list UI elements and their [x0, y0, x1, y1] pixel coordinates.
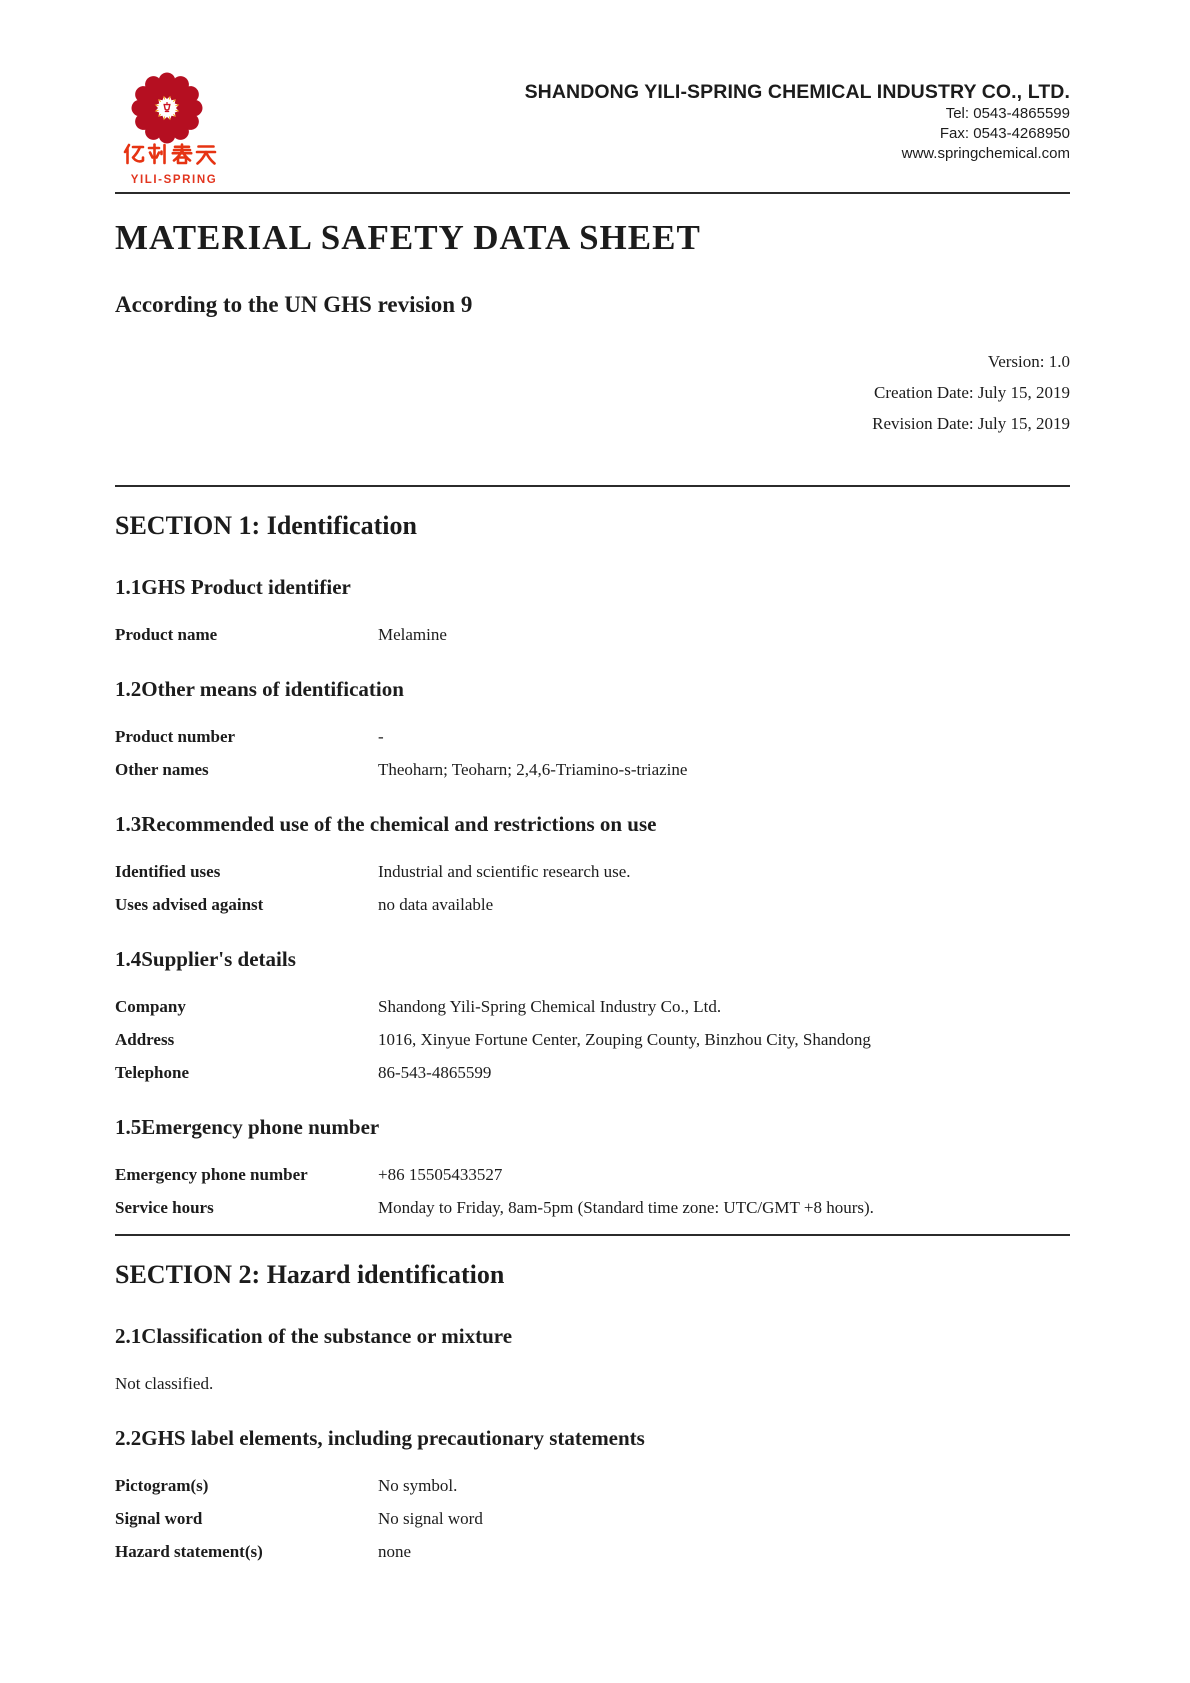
subsection-heading: 1.1GHS Product identifier	[115, 575, 351, 599]
field-value: Monday to Friday, 8am-5pm (Standard time zone: UTC/GMT +8 hours).	[378, 1198, 874, 1217]
field-label: Product name	[115, 625, 218, 644]
section-divider	[115, 485, 1070, 487]
document-title: MATERIAL SAFETY DATA SHEET	[115, 218, 701, 257]
field-value: No signal word	[378, 1509, 483, 1528]
company-fax: Fax: 0543-4268950	[939, 125, 1070, 142]
subsection-heading: 2.2GHS label elements, including precautionary statements	[115, 1426, 645, 1450]
field-value: none	[378, 1542, 412, 1561]
section-heading: SECTION 1: Identification	[115, 511, 417, 540]
field-label: Telephone	[115, 1063, 190, 1082]
field-label: Identified uses	[115, 862, 221, 881]
version-line: Version: 1.0	[987, 352, 1070, 371]
field-label: Hazard statement(s)	[115, 1542, 263, 1561]
field-row	[115, 1063, 1070, 1083]
field-value: -	[378, 727, 384, 746]
yili-spring-logo-icon	[115, 72, 233, 168]
company-name: SHANDONG YILI-SPRING CHEMICAL INDUSTRY CO., LTD.	[524, 81, 1070, 103]
field-label: Address	[115, 1030, 175, 1049]
logo-chinese-characters-graphic	[125, 145, 215, 164]
subsection-heading: 1.4Supplier's details	[115, 947, 296, 971]
field-value: +86 15505433527	[378, 1165, 503, 1184]
body-text: Not classified.	[115, 1374, 214, 1393]
document-subtitle: According to the UN GHS revision 9	[115, 292, 473, 317]
creation-date-line: Creation Date: July 15, 2019	[874, 383, 1070, 402]
section-heading: SECTION 2: Hazard identification	[115, 1260, 505, 1289]
subsection-heading: 1.3Recommended use of the chemical and restrictions on use	[115, 812, 657, 836]
field-value: Theoharn; Teoharn; 2,4,6-Triamino-s-triazine	[378, 760, 688, 779]
field-row	[115, 997, 1070, 1017]
subsection-heading: 2.1Classification of the substance or mixture	[115, 1324, 513, 1348]
field-row	[115, 1165, 1070, 1185]
field-value: Industrial and scientific research use.	[378, 862, 631, 881]
field-label: Pictogram(s)	[115, 1476, 209, 1495]
field-value: Melamine	[378, 625, 447, 644]
company-contact-block	[525, 72, 1070, 164]
field-value: Shandong Yili-Spring Chemical Industry Co., Ltd.	[378, 997, 722, 1016]
field-row	[115, 1509, 1070, 1529]
field-row	[115, 862, 1070, 882]
subsection-heading: 1.5Emergency phone number	[115, 1115, 380, 1139]
field-row	[115, 1476, 1070, 1496]
field-row	[115, 727, 1070, 747]
field-row	[115, 895, 1070, 915]
field-row	[115, 1198, 1070, 1218]
field-row	[115, 1030, 1070, 1050]
header-divider	[115, 192, 1070, 194]
field-label: Company	[115, 997, 186, 1016]
field-label: Signal word	[115, 1509, 203, 1528]
document-meta	[115, 346, 1070, 439]
company-website: www.springchemical.com	[901, 145, 1070, 162]
company-logo	[115, 72, 233, 186]
field-value: 86-543-4865599	[378, 1063, 492, 1082]
subsection-heading: 1.2Other means of identification	[115, 677, 404, 701]
field-row	[115, 760, 1070, 780]
field-value: No symbol.	[378, 1476, 458, 1495]
revision-date-line: Revision Date: July 15, 2019	[872, 414, 1070, 433]
field-label: Product number	[115, 727, 236, 746]
logo-latin-name: YILI-SPRING	[130, 174, 218, 186]
field-value: no data available	[378, 895, 494, 914]
document-header	[115, 72, 1070, 186]
field-label: Emergency phone number	[115, 1165, 308, 1184]
section-divider	[115, 1234, 1070, 1236]
field-value: 1016, Xinyue Fortune Center, Zouping County, Binzhou City, Shandong	[378, 1030, 871, 1049]
company-tel: Tel: 0543-4865599	[945, 105, 1070, 122]
field-label: Other names	[115, 760, 209, 779]
field-row	[115, 625, 1070, 645]
field-label: Service hours	[115, 1198, 214, 1217]
sections	[115, 485, 1070, 1562]
field-label: Uses advised against	[115, 895, 264, 914]
logo-flower-icon	[131, 72, 202, 143]
field-row	[115, 1542, 1070, 1562]
